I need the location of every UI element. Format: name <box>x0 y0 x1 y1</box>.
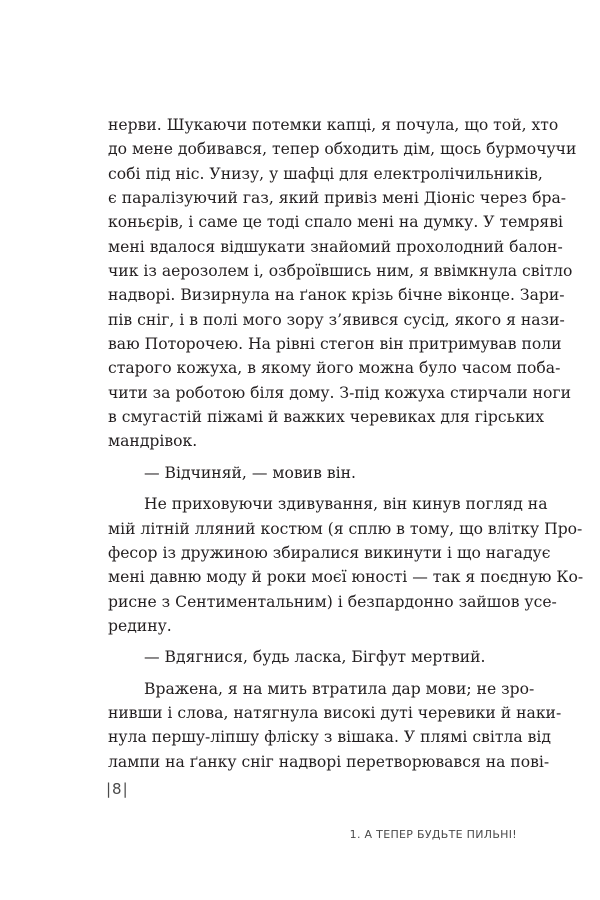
text-line: фесор із дружиною збиралися викинути і що нагадує <box>108 543 551 562</box>
page-number: |8| <box>106 780 129 798</box>
text-line: мені давню моду й роки моєї юності — так я поєдную Ко- <box>108 568 584 587</box>
text-line: нула першу-ліпшу фліску з вішака. У плямі світла від <box>108 728 551 747</box>
dialogue-line: — Відчиняй, — мовив він. <box>144 463 356 482</box>
paragraph-2 <box>108 461 517 485</box>
text-line: чик із аерозолем і, озброївшись ним, я ввімкнула світло <box>108 262 573 281</box>
paragraph-1 <box>108 113 577 454</box>
text-line: мені вдалося відшукати знайомий прохолодний балон- <box>108 237 563 256</box>
text-line: старого кожуха, в якому його можна було часом поба- <box>108 359 561 378</box>
text-line: рисне з Сентиментальним) і безпардонно зайшов усе- <box>108 592 557 611</box>
text-line: в смугастій піжамі й важких черевиках для гірських <box>108 408 545 427</box>
text-line: мандрівок. <box>108 432 198 451</box>
text-line: є паралізуючий газ, який привіз мені Діоніс через бра- <box>108 189 567 208</box>
text-line: лампи на ґанку сніг надворі перетворювався на пові- <box>108 752 550 771</box>
text-line: коньєрів, і саме це тоді спало мені на думку. У темряві <box>108 213 564 232</box>
text-line: ваю Поторочею. На рівні стегон він притримував поли <box>108 335 562 354</box>
running-head-chapter-title: 1. А ТЕПЕР БУДЬТЕ ПИЛЬНІ! <box>349 828 517 841</box>
text-line: Не приховуючи здивування, він кинув погляд на <box>144 495 548 514</box>
text-line: пів сніг, і в полі мого зору з’явився сусід, якого я нази- <box>108 310 565 329</box>
text-line: редину. <box>108 616 172 635</box>
text-line: чити за роботою біля дому. З-під кожуха стирчали ноги <box>108 383 571 402</box>
dialogue-line: — Вдягнися, будь ласка, Бігфут мертвий. <box>144 648 486 667</box>
text-line: до мене добивався, тепер обходить дім, щось бурмочучи <box>108 140 577 159</box>
text-line: надворі. Визирнула на ґанок крізь бічне віконце. Зари- <box>108 286 565 305</box>
text-line: нерви. Шукаючи потемки капці, я почула, що той, хто <box>108 116 559 134</box>
paragraph-3 <box>108 492 584 638</box>
text-line: нивши і слова, натягнула високі дуті черевики й наки- <box>108 703 562 722</box>
paragraph-4 <box>108 645 517 669</box>
text-line: мій літній лляний костюм (я сплю в тому, що влітку Про- <box>108 519 583 538</box>
text-line: собі під ніс. Унизу, у шафці для електролічильників, <box>108 164 543 183</box>
text-line: Вражена, я на мить втратила дар мови; не зро- <box>144 679 535 698</box>
paragraph-5 <box>108 677 562 774</box>
body-text <box>108 113 584 774</box>
